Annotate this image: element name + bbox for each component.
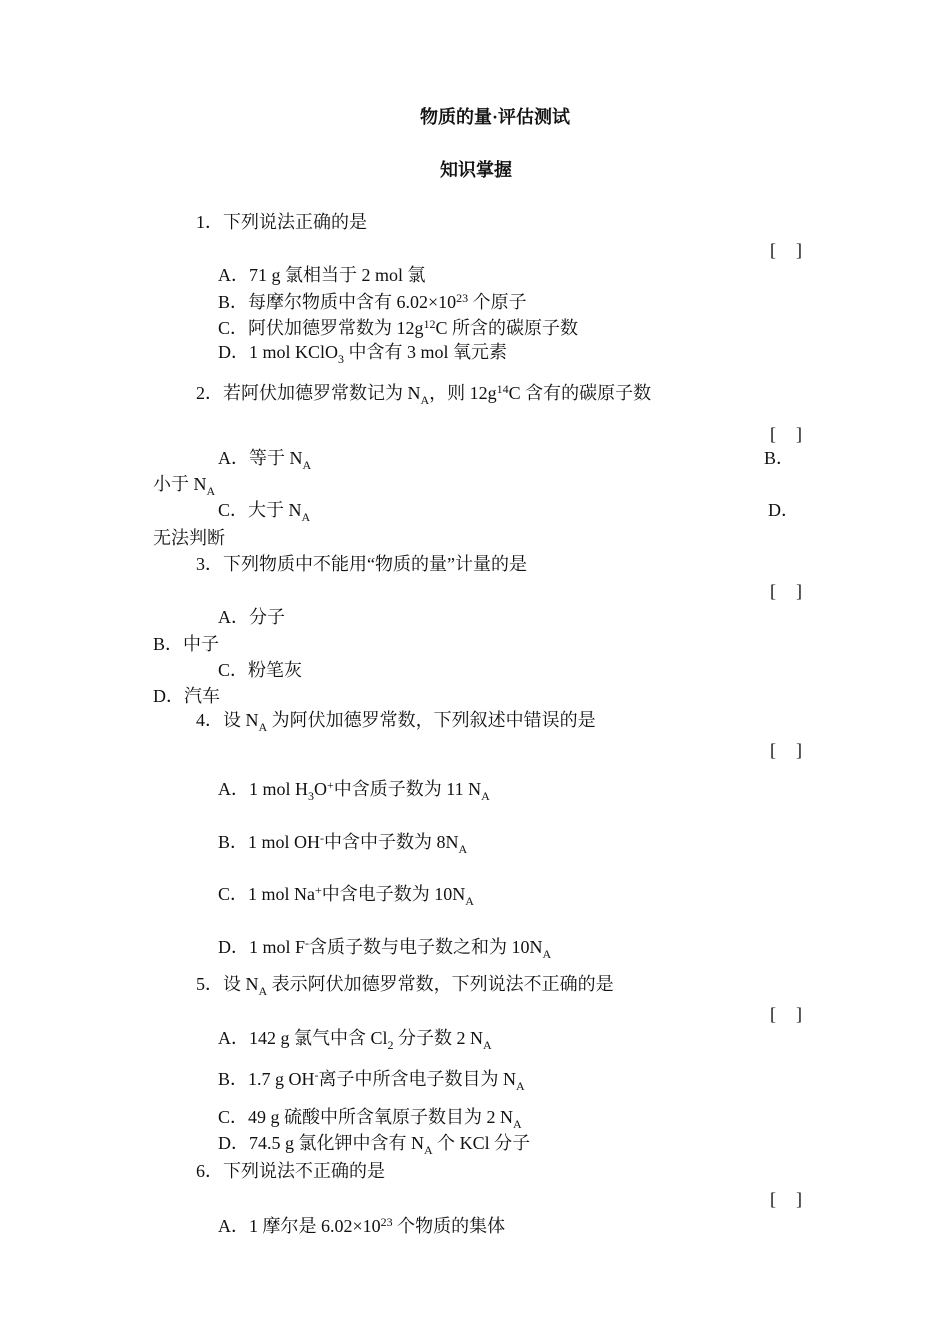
q3-option-c: C．粉笔灰 — [218, 660, 303, 680]
q2-option-b: 小于 $N_A$ — [153, 474, 216, 498]
q4-option-a: A．1 mol $H_3O^+$中含质子数为 11 $N_A$ — [218, 778, 490, 803]
section-heading: 知识掌握 — [440, 160, 512, 180]
q6-option-a: A．1 摩尔是 $6.02\times 10^{23}$ 个物质的集体 — [218, 1215, 506, 1236]
q4-stem: 4．设 $N_A$ 为阿伏加德罗常数，下列叙述中错误的是 — [196, 710, 596, 734]
q2-option-c: C．大于 $N_A$ — [218, 500, 311, 524]
q3-option-d: D．汽车 — [153, 686, 220, 706]
q2-option-d: 无法判断 — [153, 528, 225, 548]
q2-option-b-label: B． — [764, 448, 795, 468]
q5-answer-bracket: [ ] — [770, 1004, 803, 1024]
q4-option-b: B．1 mol OH-中含中子数为 $8N_A$ — [218, 831, 468, 856]
q3-answer-bracket: [ ] — [770, 581, 803, 601]
q2-stem: 2．若阿伏加德罗常数记为 $N_A$，则 $12g^{14}C$ 含有的碳原子数 — [196, 382, 652, 407]
q1-option-a: A．71 g 氯相当于 2 mol 氯 — [218, 265, 426, 285]
q5-option-b: B．1.7 g OH-离子中所含电子数目为 $N_A$ — [218, 1068, 525, 1093]
q5-option-a: A．142 g 氯气中含 $Cl_2$ 分子数 2 $N_A$ — [218, 1028, 492, 1052]
q2-answer-bracket: [ ] — [770, 424, 803, 444]
q1-answer-bracket: [ ] — [770, 240, 803, 260]
q3-stem: 3．下列物质中不能用“物质的量”计量的是 — [196, 554, 527, 574]
q2-option-d-label: D． — [768, 500, 799, 520]
q4-answer-bracket: [ ] — [770, 740, 803, 760]
page-title: 物质的量·评估测试 — [420, 107, 571, 127]
q6-answer-bracket: [ ] — [770, 1189, 803, 1209]
q1-option-b: B．每摩尔物质中含有 $6.02\times 10^{23}$ 个原子 — [218, 291, 527, 312]
q5-option-c: C．49 g 硫酸中所含氧原子数目为 2 $N_A$ — [218, 1107, 522, 1131]
q6-stem: 6．下列说法不正确的是 — [196, 1161, 385, 1181]
q2-option-a: A．等于 $N_A$ — [218, 448, 312, 472]
q4-option-d: D．1 mol F-含质子数与电子数之和为 $10N_A$ — [218, 936, 552, 961]
q3-option-a: A．分子 — [218, 607, 285, 627]
q3-option-b: B．中子 — [153, 634, 220, 654]
q4-option-c: C．1 mol Na+中含电子数为 $10N_A$ — [218, 883, 474, 908]
q1-option-d: D．1 mol KClO$_3$ 中含有 3 mol 氧元素 — [218, 342, 508, 366]
q1-stem: 1．下列说法正确的是 — [196, 212, 367, 232]
q5-stem: 5．设 $N_A$ 表示阿伏加德罗常数，下列说法不正确的是 — [196, 974, 614, 998]
q1-option-c: C．阿伏加德罗常数为 $12g^{12}C$ 所含的碳原子数 — [218, 317, 579, 338]
q5-option-d: D．74.5 g 氯化钾中含有 $N_A$ 个 KCl 分子 — [218, 1133, 531, 1157]
